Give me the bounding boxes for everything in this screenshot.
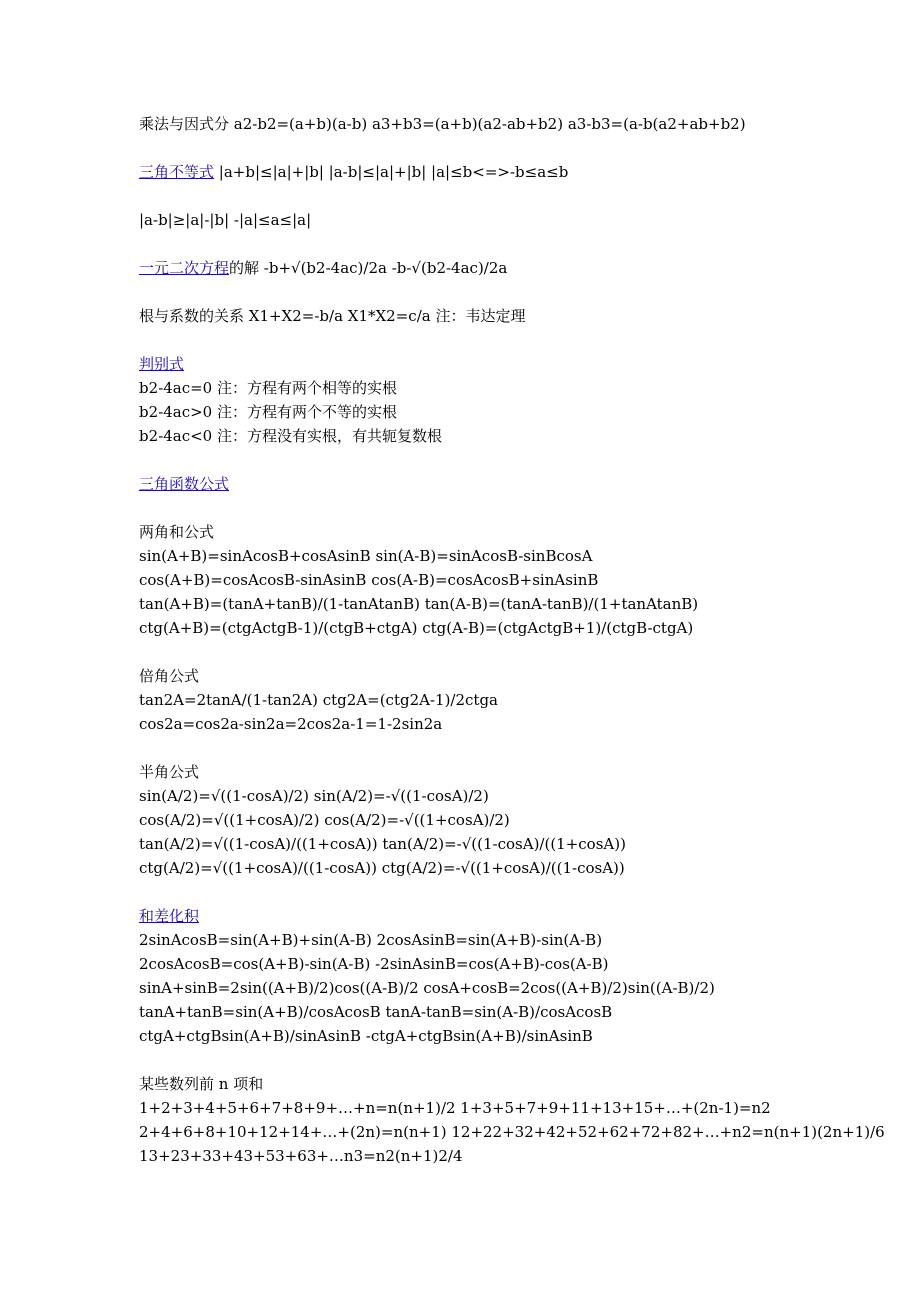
formula-line: 2cosAcosB=cos(A+B)-sin(A-B) -2sinAsinB=cos(A+B)-cos(A-B) [139,955,609,973]
sum-to-product-link[interactable]: 和差化积 [139,907,200,925]
triangle-inequality-formulas: |a+b|≤|a|+|b| |a-b|≤|a|+|b| |a|≤b<=>-b≤a≤b [214,163,569,181]
sum-formulas-heading: 两角和公式 [139,523,215,541]
formula-line: 2sinAcosB=sin(A+B)+sin(A-B) 2cosAsinB=sin(A+B)-sin(A-B) [139,931,603,949]
discriminant-line: b2-4ac=0 注：方程有两个相等的实根 [139,379,397,397]
factoring-line [139,114,746,134]
formula-line: tan(A+B)=(tanA+tanB)/(1-tanAtanB) tan(A-B)=(tanA-tanB)/(1+tanAtanB) [139,595,699,613]
quadratic-equation-link[interactable]: 一元二次方程 [139,259,230,277]
discriminant-heading-line [139,354,184,374]
formula-line: sin(A/2)=√((1-cosA)/2) sin(A/2)=-√((1-cosA)/2) [139,787,489,805]
quadratic-line [139,258,507,278]
formula-line: ctg(A/2)=√((1+cosA)/((1-cosA)) ctg(A/2)=-√((1+cosA)/((1-cosA)) [139,859,625,877]
formula-line: cos2a=cos2a-sin2a=2cos2a-1=1-2sin2a [139,715,443,733]
factoring-label: 乘法与因式分 [139,115,230,133]
quadratic-formula: 的解 -b+√(b2-4ac)/2a -b-√(b2-4ac)/2a [229,259,508,277]
trig-heading-line [139,474,229,494]
formula-line: tanA+tanB=sin(A+B)/cosAcosB tanA-tanB=sin(A-B)/cosAcosB [139,1003,613,1021]
triangle-inequality-line [139,162,568,182]
formula-line: cos(A/2)=√((1+cosA)/2) cos(A/2)=-√((1+cosA)/2) [139,811,510,829]
formula-line: sinA+sinB=2sin((A+B)/2)cos((A-B)/2 cosA+cosB=2cos((A+B)/2)sin((A-B)/2) [139,979,715,997]
formula-line: tan(A/2)=√((1-cosA)/((1+cosA)) tan(A/2)=-√((1-cosA)/((1+cosA)) [139,835,626,853]
triangle-inequality-line-2: |a-b|≥|a|-|b| -|a|≤a≤|a| [139,211,312,229]
factoring-formulas: a2-b2=(a+b)(a-b) a3+b3=(a+b)(a2-ab+b2) a3-b3=(a-b(a2+ab+b2) [229,115,746,133]
triangle-inequality-link[interactable]: 三角不等式 [139,163,215,181]
double-angle-heading: 倍角公式 [139,667,200,685]
formula-line: 2+4+6+8+10+12+14+…+(2n)=n(n+1) 12+22+32+42+52+62+72+82+…+n2=n(n+1)(2n+1)/6 [139,1123,885,1141]
half-angle-heading: 半角公式 [139,763,200,781]
discriminant-line: b2-4ac>0 注：方程有两个不等的实根 [139,403,397,421]
formula-line: sin(A+B)=sinAcosB+cosAsinB sin(A-B)=sinAcosB-sinBcosA [139,547,593,565]
series-heading: 某些数列前 n 项和 [139,1075,264,1093]
sum-to-product-heading-line [139,906,199,926]
formula-line: 13+23+33+43+53+63+…n3=n2(n+1)2/4 [139,1147,463,1165]
trig-formulas-link[interactable]: 三角函数公式 [139,475,230,493]
formula-line: ctgA+ctgBsin(A+B)/sinAsinB -ctgA+ctgBsin(A+B)/sinAsinB [139,1027,593,1045]
discriminant-line: b2-4ac<0 注：方程没有实根，有共轭复数根 [139,427,442,445]
formula-line: 1+2+3+4+5+6+7+8+9+…+n=n(n+1)/2 1+3+5+7+9+11+13+15+…+(2n-1)=n2 [139,1099,771,1117]
formula-line: ctg(A+B)=(ctgActgB-1)/(ctgB+ctgA) ctg(A-B)=(ctgActgB+1)/(ctgB-ctgA) [139,619,694,637]
formula-line: tan2A=2tanA/(1-tan2A) ctg2A=(ctg2A-1)/2ctga [139,691,498,709]
formula-line: cos(A+B)=cosAcosB-sinAsinB cos(A-B)=cosAcosB+sinAsinB [139,571,599,589]
vieta-line: 根与系数的关系 X1+X2=-b/a X1*X2=c/a 注：韦达定理 [139,307,526,325]
discriminant-link[interactable]: 判别式 [139,355,185,373]
